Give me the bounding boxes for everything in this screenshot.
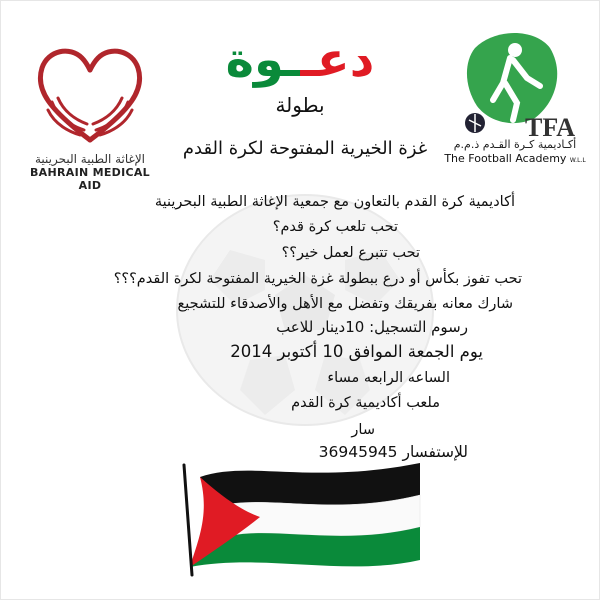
title-red-part: دعـ — [300, 32, 375, 88]
body-line-question-3: تحب تفوز بكأس أو درع ببطولة غزة الخيرية المفتوحة لكرة القدم؟؟؟ — [113, 271, 522, 287]
body-line-question-2: تحب تتبرع لعمل خير؟؟ — [281, 245, 420, 261]
body-line-time: الساعه الرابعه مساء — [327, 370, 450, 386]
bahrain-medical-aid-arabic: الإغاثة الطبية البحرينية — [34, 152, 145, 166]
body-line-phone: للإستفسار 36945945 — [318, 443, 468, 461]
body-line-question-1: تحب تلعب كرة قدم؟ — [272, 219, 398, 235]
body-line-contact-name: سار — [351, 422, 375, 438]
body-line-fee: رسوم التسجيل: 10دينار للاعب — [276, 318, 468, 336]
football-academy-english-name: The Football Academy — [444, 152, 567, 165]
body-line-intro: أكاديمية كرة القدم بالتعاون مع جمعية الإغاثة الطبية البحرينية — [154, 194, 515, 210]
subtitle: بطولة — [275, 93, 325, 117]
body-line-participate: شارك معانه بفريقك وتفضل مع الأهل والأصدقاء للتشجيع — [177, 296, 513, 312]
body-line-venue: ملعب أكاديمية كرة القدم — [291, 395, 440, 411]
tournament-name: غزة الخيرية المفتوحة لكرة القدم — [182, 138, 428, 159]
body-line-date: يوم الجمعة الموافق 10 أكتوبر 2014 — [230, 342, 483, 361]
title-green-part: ـوة — [225, 32, 301, 88]
football-academy-arabic: أكـاديمية كـرة القـدم ذ.م.م — [453, 138, 577, 151]
bahrain-medical-aid-english: BAHRAIN MEDICAL AID — [30, 166, 150, 192]
football-academy-suffix: W.L.L — [569, 157, 586, 164]
tfa-mark: TFA — [525, 113, 575, 140]
